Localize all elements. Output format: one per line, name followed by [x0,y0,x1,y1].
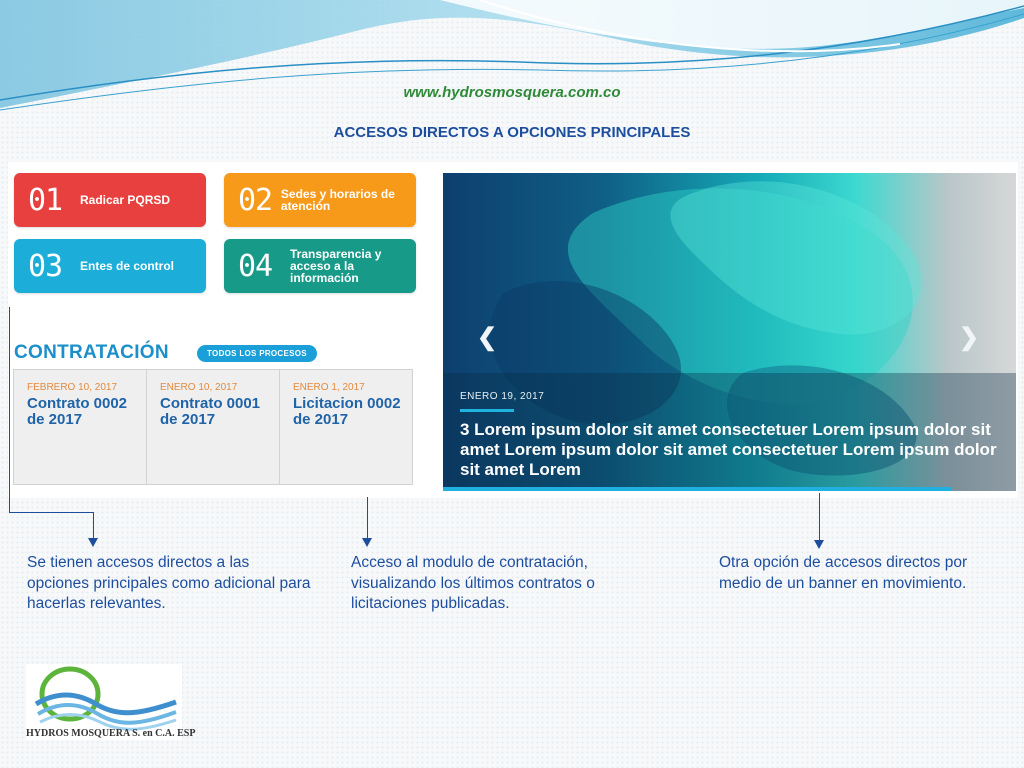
contract-name: Contrato 0001 de 2017 [160,395,261,428]
contract-date: ENERO 10, 2017 [160,382,238,393]
quick-access-tile-pqrsd[interactable] [14,173,206,227]
website-url[interactable]: www.hydrosmosquera.com.co [403,84,621,101]
contratacion-title: CONTRATACIÓN [14,342,169,363]
chevron-left-icon[interactable]: ❮ [477,324,498,351]
tile-label: Radicar PQRSD [80,193,171,207]
banner-progress-bar [443,487,952,491]
callout-bracket [9,512,93,513]
note-quick-access: Se tienen accesos directos a las opciones principales como adicional para hacerlas relevantes. [27,554,311,612]
banner-date: ENERO 19, 2017 [460,391,545,402]
callout-bracket [9,307,10,513]
contracts-list [13,369,413,485]
quick-access-tile-sedes[interactable] [224,173,416,227]
callout-arrow-head [814,540,824,549]
callout-arrow [367,497,368,539]
note-contratacion: Acceso al modulo de contratación, visualizando los últimos contratos o licitaciones publicadas. [351,554,595,612]
contract-date: FEBRERO 10, 2017 [27,382,118,393]
banner-divider [460,409,514,412]
contract-card[interactable] [14,370,147,484]
tile-label: Sedes y horarios de atención [280,187,395,213]
tile-label: Transparencia y acceso a la información [290,247,382,285]
chevron-right-icon[interactable]: ❯ [959,324,980,351]
tile-number: 01 [28,182,63,218]
callout-arrow [819,493,820,541]
callout-arrow [93,512,94,540]
quick-access-tile-entes[interactable] [14,239,206,293]
contract-card[interactable] [280,370,412,484]
news-banner[interactable] [443,173,1016,491]
tile-number: 02 [238,182,273,218]
tile-label: Entes de control [80,259,175,273]
contract-name: Licitacion 0002 de 2017 [293,395,401,428]
tile-number: 04 [238,248,273,284]
note-banner: Otra opción de accesos directos por medio de un banner en movimiento. [719,554,968,592]
contract-date: ENERO 1, 2017 [293,382,365,393]
company-name: HYDROS MOSQUERA S. en C.A. ESP [26,728,196,739]
all-processes-button[interactable]: TODOS LOS PROCESOS [197,345,317,362]
contract-card[interactable] [147,370,280,484]
banner-headline[interactable]: 3 Lorem ipsum dolor sit amet consectetuer Lorem ipsum dolor sit amet Lorem ipsum dolor sit amet consectetuer Lorem ipsum dolor sit amet Lorem [460,420,997,479]
tile-number: 03 [28,248,63,284]
quick-access-tile-transparencia[interactable] [224,239,416,293]
page-title: ACCESOS DIRECTOS A OPCIONES PRINCIPALES [333,124,691,141]
header-waves [0,0,1024,120]
callout-arrow-head [362,538,372,547]
callout-arrow-head [88,538,98,547]
contract-name: Contrato 0002 de 2017 [27,395,128,428]
